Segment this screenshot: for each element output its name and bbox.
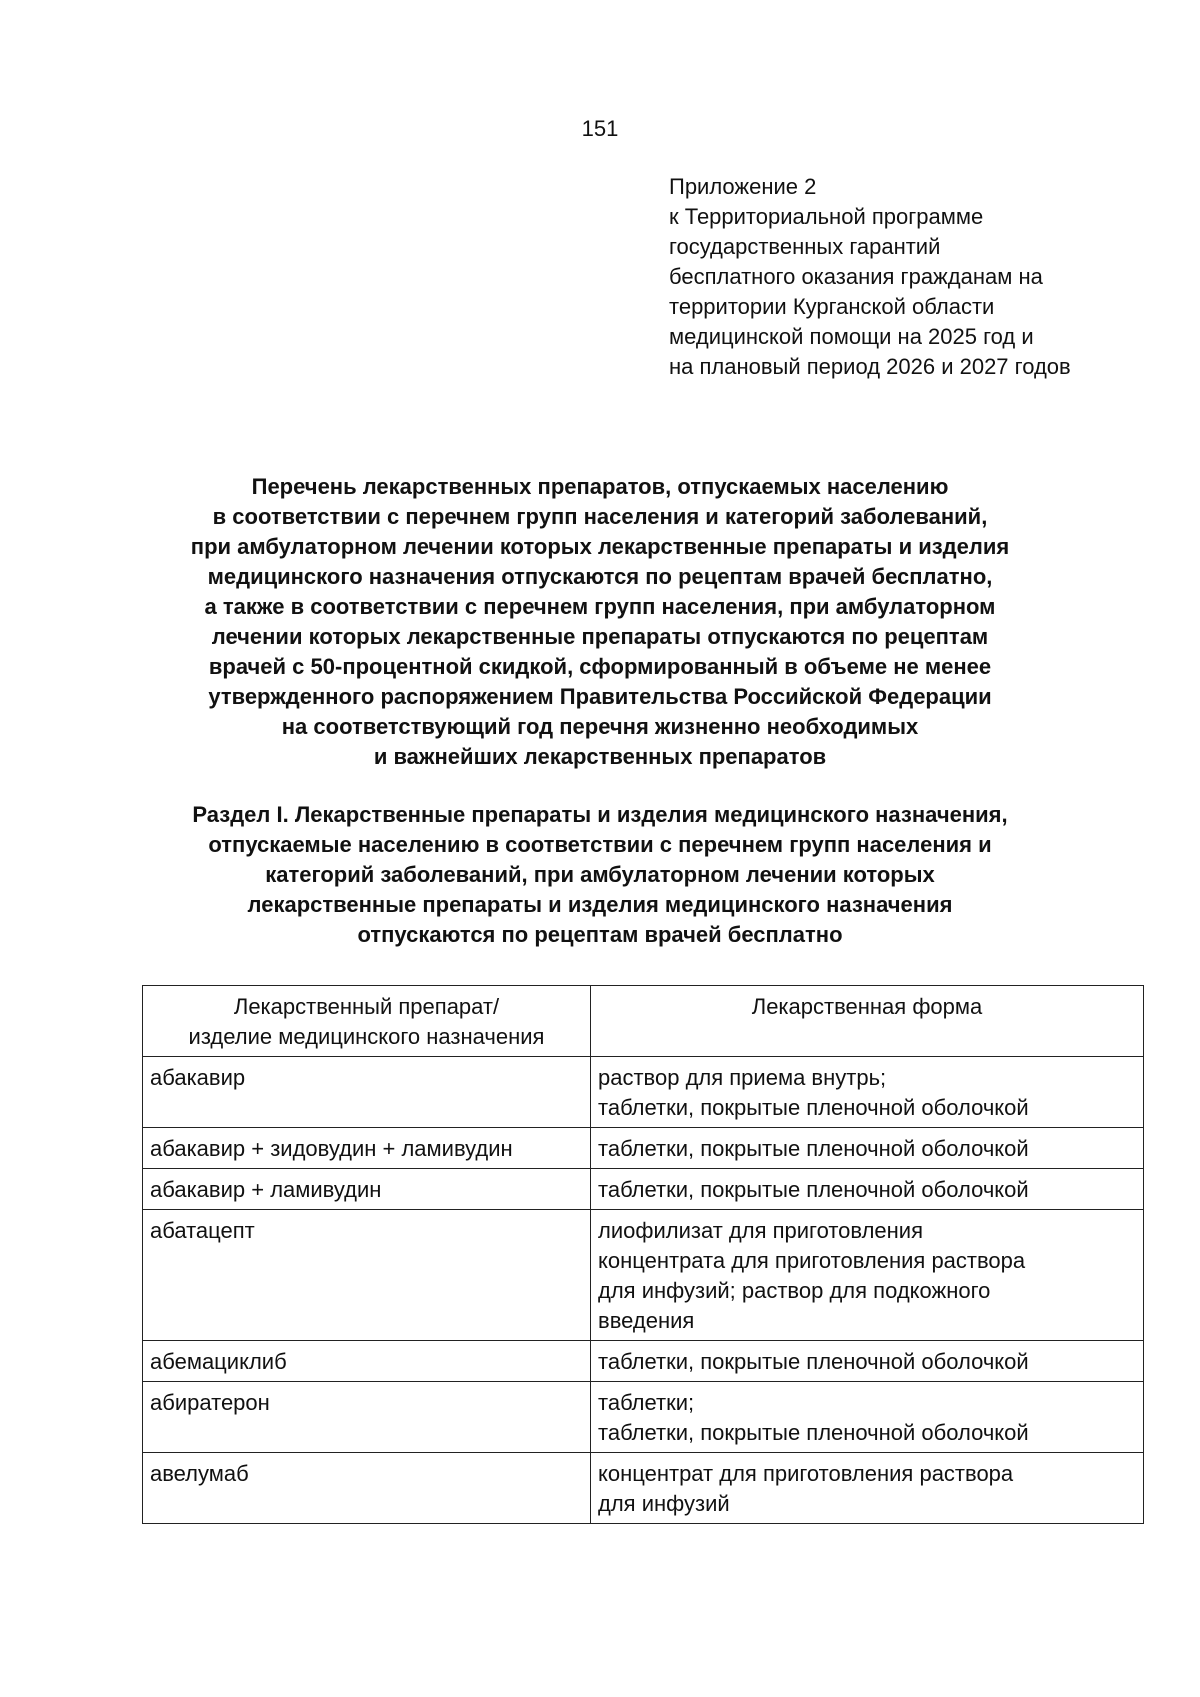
drug-table (142, 985, 1144, 1524)
form-cell (591, 1341, 1144, 1382)
drug-cell: абиратерон (143, 1382, 591, 1453)
form-line: для инфузий; раствор для подкожного (598, 1278, 991, 1303)
form-cell (591, 1453, 1144, 1524)
appendix-line: медицинской помощи на 2025 год и (669, 324, 1034, 349)
table-row (143, 1057, 1144, 1128)
appendix-line: территории Курганской области (669, 294, 995, 319)
appendix-block (669, 172, 1169, 382)
header-form (591, 986, 1144, 1057)
title-line: врачей с 50-процентной скидкой, сформированный в объеме не менее (208, 654, 992, 679)
form-line: таблетки; (598, 1390, 695, 1415)
title-line: лечении которых лекарственные препараты отпускаются по рецептам (211, 624, 989, 649)
form-line: таблетки, покрытые пленочной оболочкой (598, 1177, 1029, 1202)
appendix-line: к Территориальной программе (669, 204, 984, 229)
table-row (143, 1128, 1144, 1169)
title-line: и важнейших лекарственных препаратов (373, 744, 827, 769)
section-title-line: отпускаются по рецептам врачей бесплатно (357, 922, 843, 947)
form-line: раствор для приема внутрь; (598, 1065, 887, 1090)
drug-cell: авелумаб (143, 1453, 591, 1524)
form-cell (591, 1210, 1144, 1341)
drug-cell: абемациклиб (143, 1341, 591, 1382)
form-cell (591, 1169, 1144, 1210)
table-row (143, 1210, 1144, 1341)
title-line: в соответствии с перечнем групп населения и категорий заболеваний, (212, 504, 988, 529)
form-line: концентрат для приготовления раствора (598, 1461, 1014, 1486)
table-row (143, 1169, 1144, 1210)
section-title-line: лекарственные препараты и изделия медицинского назначения (247, 892, 953, 917)
section-title-line: Раздел I. Лекарственные препараты и изделия медицинского назначения, (192, 802, 1008, 827)
header-line: изделие медицинского назначения (188, 1024, 545, 1049)
form-cell (591, 1382, 1144, 1453)
title-line: на соответствующий год перечня жизненно необходимых (281, 714, 919, 739)
drug-cell: абатацепт (143, 1210, 591, 1341)
form-line: таблетки, покрытые пленочной оболочкой (598, 1136, 1029, 1161)
appendix-line: бесплатного оказания гражданам на (669, 264, 1043, 289)
form-line: концентрата для приготовления раствора (598, 1248, 1026, 1273)
drug-cell: абакавир + ламивудин (143, 1169, 591, 1210)
document-title (0, 472, 1200, 772)
section-title (0, 800, 1200, 950)
form-cell (591, 1057, 1144, 1128)
form-line: таблетки, покрытые пленочной оболочкой (598, 1095, 1029, 1120)
header-line: Лекарственная форма (751, 994, 983, 1019)
header-drug (143, 986, 591, 1057)
form-line: лиофилизат для приготовления (598, 1218, 924, 1243)
section-title-line: отпускаемые населению в соответствии с перечнем групп населения и (208, 832, 992, 857)
title-line: при амбулаторном лечении которых лекарственные препараты и изделия (190, 534, 1010, 559)
drug-cell: абакавир (143, 1057, 591, 1128)
form-line: введения (598, 1308, 695, 1333)
title-line: Перечень лекарственных препаратов, отпускаемых населению (251, 474, 949, 499)
header-line: Лекарственный препарат/ (233, 994, 500, 1019)
drug-cell: абакавир + зидовудин + ламивудин (143, 1128, 591, 1169)
title-line: медицинского назначения отпускаются по рецептам врачей бесплатно, (207, 564, 993, 589)
appendix-line: на плановый период 2026 и 2027 годов (669, 354, 1071, 379)
form-cell (591, 1128, 1144, 1169)
table-header-row (143, 986, 1144, 1057)
title-line: утвержденного распоряжением Правительства Российской Федерации (208, 684, 992, 709)
section-title-line: категорий заболеваний, при амбулаторном лечении которых (265, 862, 935, 887)
appendix-line: Приложение 2 (669, 174, 817, 199)
form-line: таблетки, покрытые пленочной оболочкой (598, 1420, 1029, 1445)
form-line: для инфузий (598, 1491, 730, 1516)
page-number: 151 (581, 116, 619, 141)
table-row (143, 1453, 1144, 1524)
form-line: таблетки, покрытые пленочной оболочкой (598, 1349, 1029, 1374)
table-row (143, 1341, 1144, 1382)
title-line: а также в соответствии с перечнем групп населения, при амбулаторном (204, 594, 996, 619)
appendix-line: государственных гарантий (669, 234, 941, 259)
table-row (143, 1382, 1144, 1453)
